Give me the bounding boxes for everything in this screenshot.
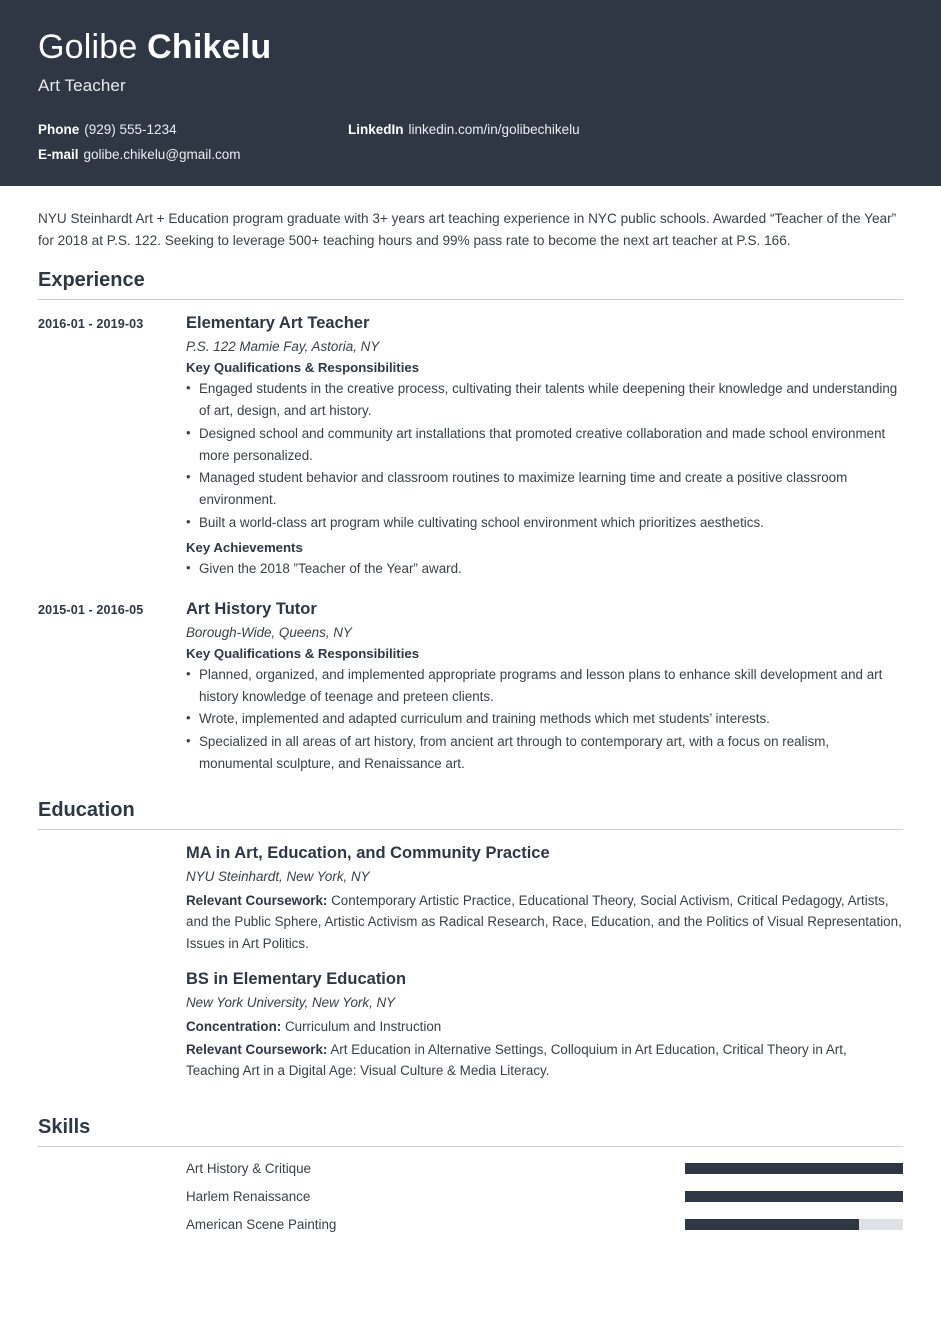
contact-email-value[interactable]: golibe.chikelu@gmail.com — [83, 147, 241, 163]
section-education — [38, 799, 903, 1098]
skill-level-fill — [685, 1163, 903, 1174]
education-degree-block — [186, 970, 903, 1081]
education-degree: BS in Elementary Education — [186, 970, 407, 989]
education-concentration-text: Curriculum and Instruction — [284, 1019, 442, 1035]
skill-label: American Scene Painting — [186, 1216, 337, 1232]
education-dates — [38, 844, 186, 1098]
skill-level-bar — [685, 1191, 903, 1202]
experience-qualifications-list — [186, 664, 903, 775]
section-title-education: Education — [38, 798, 135, 821]
experience-dates: 2015-01 - 2016-05 — [38, 602, 144, 617]
education-coursework-label: Relevant Coursework: — [186, 1041, 328, 1057]
list-item: • Wrote, implemented and adapted curriculum and training methods which met students’ interests. — [186, 708, 903, 730]
education-coursework-label: Relevant Coursework: — [186, 892, 328, 908]
education-coursework-text: Art Education in Alternative Settings, Colloquium in Art Education, Critical Theory in Art, Teaching Art in a Digital Age: Visual Culture & Media Literacy. — [186, 1041, 847, 1079]
list-item: • Built a world-class art program while cultivating school environment which prioritizes aesthetics. — [186, 512, 903, 534]
experience-entry — [38, 314, 903, 586]
skill-label: Harlem Renaissance — [186, 1188, 311, 1204]
education-details — [186, 844, 903, 1098]
section-experience — [38, 269, 903, 781]
contact-spacer — [348, 147, 903, 162]
list-item: • Managed student behavior and classroom routines to maximize learning time and create a positive classroom environment. — [186, 467, 903, 511]
professional-summary: NYU Steinhardt Art + Education program graduate with 3+ years art teaching experience in NYC public schools. Awarded “Teacher of the Year” for 2018 at P.S. 122. Seeking to leverage 500+ teaching hours and 99% pass rate to become the next art teacher at P.S. 166. — [38, 211, 897, 248]
education-school: New York University, New York, NY — [186, 995, 396, 1011]
page-title — [38, 28, 903, 66]
education-school: NYU Steinhardt, New York, NY — [186, 868, 370, 884]
section-title-experience: Experience — [38, 269, 145, 292]
experience-entry — [38, 600, 903, 781]
experience-qualifications-heading: Key Qualifications & Responsibilities — [186, 360, 420, 376]
section-divider — [38, 1146, 903, 1147]
contact-email[interactable] — [38, 147, 348, 162]
experience-dates: 2016-01 - 2019-03 — [38, 317, 144, 332]
section-title-skills: Skills — [38, 1115, 91, 1138]
list-item: • Given the 2018 ”Teacher of the Year” award. — [186, 558, 903, 580]
skill-level-bar — [685, 1219, 903, 1230]
experience-qualifications-list — [186, 378, 903, 534]
experience-achievements-list — [186, 558, 903, 580]
education-entry — [38, 844, 903, 1098]
experience-details — [186, 314, 903, 586]
list-item: • Specialized in all areas of art history, from ancient art through to contemporary art, with a focus on realism, monumental sculpture, and Renaissance art. — [186, 731, 903, 775]
job-title: Art Teacher — [38, 76, 126, 96]
contact-email-label: E-mail — [38, 147, 79, 163]
section-divider — [38, 299, 903, 300]
contact-details — [38, 122, 903, 162]
section-skills — [38, 1116, 903, 1232]
contact-phone — [38, 122, 348, 137]
education-coursework — [186, 1039, 903, 1082]
education-coursework-text: Contemporary Artistic Practice, Educational Theory, Social Activism, Critical Pedagogy, Artists, and the Public Sphere, Artistic Activism as Radical Research, Race, Education, and the Politics of Visual Representation, Issues in Art Politics. — [186, 892, 902, 951]
experience-employer: P.S. 122 Mamie Fay, Astoria, NY — [186, 339, 380, 355]
last-name: Chikelu — [147, 28, 272, 66]
experience-qualifications-heading: Key Qualifications & Responsibilities — [186, 645, 420, 661]
education-concentration-label: Concentration: — [186, 1019, 282, 1035]
skill-level-fill — [685, 1191, 903, 1202]
experience-job-title: Elementary Art Teacher — [186, 314, 370, 333]
first-name: Golibe — [38, 28, 138, 66]
experience-details — [186, 600, 903, 781]
skill-level-fill — [685, 1219, 859, 1230]
contact-phone-value: (929) 555-1234 — [84, 122, 177, 138]
skill-item — [38, 1189, 903, 1204]
education-coursework — [186, 890, 903, 954]
list-item: • Planned, organized, and implemented appropriate programs and lesson plans to enhance skill development and art history knowledge of teenage and preteen clients. — [186, 664, 903, 708]
skill-label: Art History & Critique — [186, 1160, 312, 1176]
experience-achievements-heading: Key Achievements — [186, 539, 303, 555]
contact-linkedin-value[interactable]: linkedin.com/in/golibechikelu — [408, 122, 580, 138]
skill-level-bar — [685, 1163, 903, 1174]
experience-employer: Borough-Wide, Queens, NY — [186, 624, 352, 640]
resume-header — [0, 0, 941, 186]
contact-linkedin-label: LinkedIn — [348, 122, 404, 138]
contact-phone-label: Phone — [38, 122, 80, 138]
skill-item — [38, 1217, 903, 1232]
list-item: • Designed school and community art installations that promoted creative collaboration and made school environment more personalized. — [186, 423, 903, 467]
list-item: • Engaged students in the creative process, cultivating their talents while deepening their knowledge and understanding of art, design, and art history. — [186, 378, 903, 422]
experience-job-title: Art History Tutor — [186, 599, 317, 618]
contact-linkedin[interactable] — [348, 122, 903, 137]
education-degree-block — [186, 844, 903, 954]
section-divider — [38, 829, 903, 830]
skill-item — [38, 1161, 903, 1176]
resume-body — [0, 208, 941, 1265]
education-concentration — [186, 1016, 903, 1037]
education-degree: MA in Art, Education, and Community Practice — [186, 843, 550, 862]
